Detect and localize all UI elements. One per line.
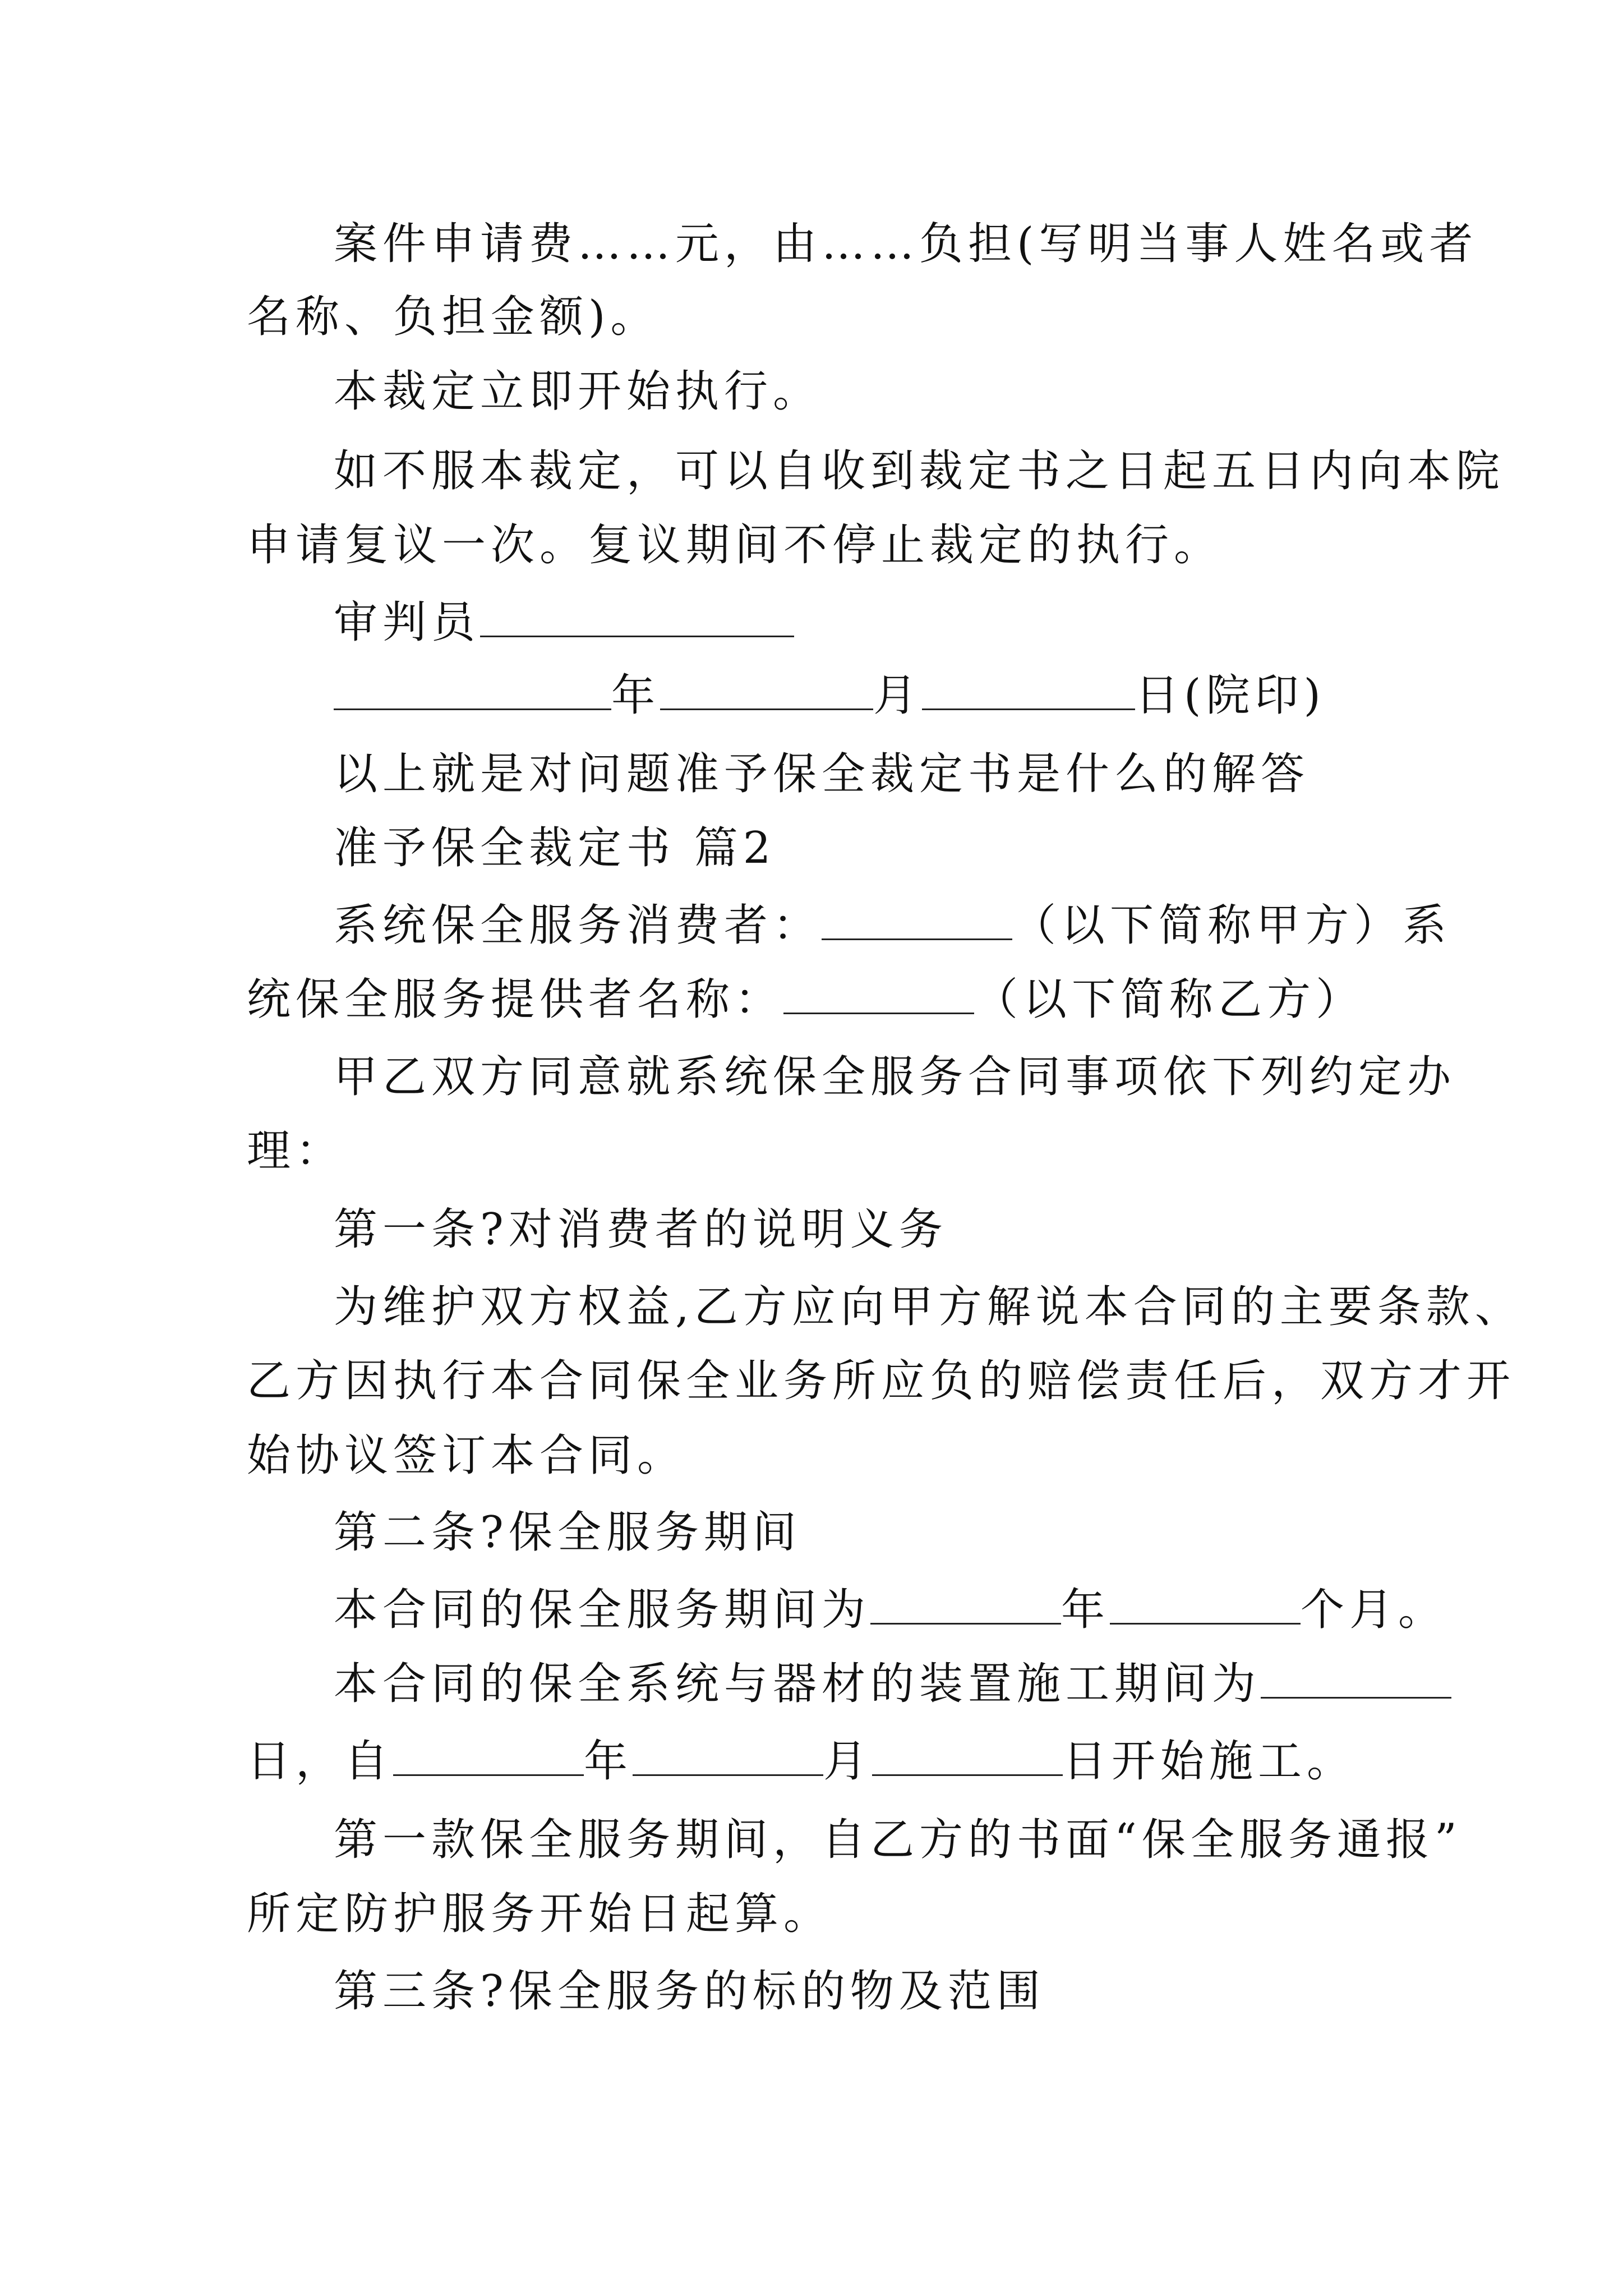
- article-2-heading: 第二条?保全服务期间: [334, 1507, 801, 1558]
- agreement-line-2: 理：: [247, 1126, 345, 1176]
- provider-abbrev: （以下简称乙方）: [974, 974, 1365, 1025]
- article-1-body-line-2: 乙方因执行本合同保全业务所应负的赔偿责任后，双方才开: [247, 1356, 1516, 1406]
- parties-line-1: [334, 898, 1452, 954]
- provider-name-blank: [783, 978, 974, 1014]
- paragraph-fee-line-2: 名称、负担金额)。: [247, 292, 660, 342]
- article-1-body-line-3: 始协议签订本合同。: [247, 1430, 686, 1481]
- agreement-line-1: 甲乙双方同意就系统保全服务合同事项依下列约定办: [334, 1052, 1456, 1102]
- day-blank: [922, 674, 1135, 710]
- service-years-blank: [870, 1588, 1061, 1625]
- provider-label: 统保全服务提供者名称：: [247, 974, 784, 1025]
- judge-label: 审判员: [334, 597, 481, 648]
- service-months-blank: [1110, 1588, 1301, 1625]
- consumer-abbrev: （以下简称甲方）系: [1012, 900, 1452, 951]
- parties-line-2: [247, 972, 1385, 1028]
- paragraph-fee-line-1: 案件申请费……元，由……负担(写明当事人姓名或者: [334, 219, 1478, 269]
- start-day-blank: [872, 1740, 1063, 1776]
- answer-summary: 以上就是对问题准予保全裁定书是什么的解答: [334, 749, 1310, 799]
- month-label: 月: [873, 670, 923, 721]
- clause-1-line-2: 所定防护服务开始日起算。: [247, 1889, 833, 1939]
- service-months-unit: 个月。: [1301, 1585, 1447, 1635]
- day-seal-label: 日(院印): [1135, 670, 1326, 721]
- paragraph-appeal-line-2: 申请复议一次。复议期间不停止裁定的执行。: [247, 520, 1223, 570]
- section-heading-part-2: 准予保全裁定书 篇2: [334, 823, 776, 873]
- article-3-heading: 第三条?保全服务的标的物及范围: [334, 1966, 1045, 2017]
- start-day-label: 日开始施工。: [1063, 1736, 1356, 1787]
- installation-day-from-label: 日，自: [247, 1736, 394, 1787]
- installation-period-label: 本合同的保全系统与器材的装置施工期间为: [334, 1659, 1261, 1709]
- start-month-blank: [633, 1740, 823, 1776]
- service-years-unit: 年: [1061, 1585, 1110, 1635]
- installation-period-line-2: [247, 1733, 1385, 1789]
- clause-1-line-1: 第一款保全服务期间，自乙方的书面“保全服务通报”: [334, 1815, 1462, 1865]
- judge-signature-line: [334, 595, 1388, 651]
- installation-period-line-1: [334, 1656, 1388, 1712]
- year-blank: [334, 674, 611, 710]
- date-seal-line: [334, 668, 1388, 724]
- installation-days-blank: [1261, 1662, 1451, 1699]
- consumer-name-blank: [822, 904, 1012, 940]
- article-1-heading: 第一条?对消费者的说明义务: [334, 1204, 948, 1255]
- paragraph-appeal-line-1: 如不服本裁定，可以自收到裁定书之日起五日内向本院: [334, 446, 1505, 496]
- start-year-label: 年: [584, 1736, 633, 1787]
- consumer-label: 系统保全服务消费者：: [334, 900, 822, 951]
- year-label: 年: [611, 670, 661, 721]
- start-year-blank: [393, 1740, 584, 1776]
- month-blank: [660, 674, 873, 710]
- service-period-label: 本合同的保全服务期间为: [334, 1585, 871, 1635]
- judge-name-blank: [480, 601, 794, 637]
- paragraph-execution: 本裁定立即开始执行。: [334, 366, 822, 417]
- article-1-body-line-1: 为维护双方权益,乙方应向甲方解说本合同的主要条款、: [334, 1282, 1524, 1332]
- start-month-label: 月: [823, 1736, 873, 1787]
- service-period-line: [334, 1582, 1447, 1638]
